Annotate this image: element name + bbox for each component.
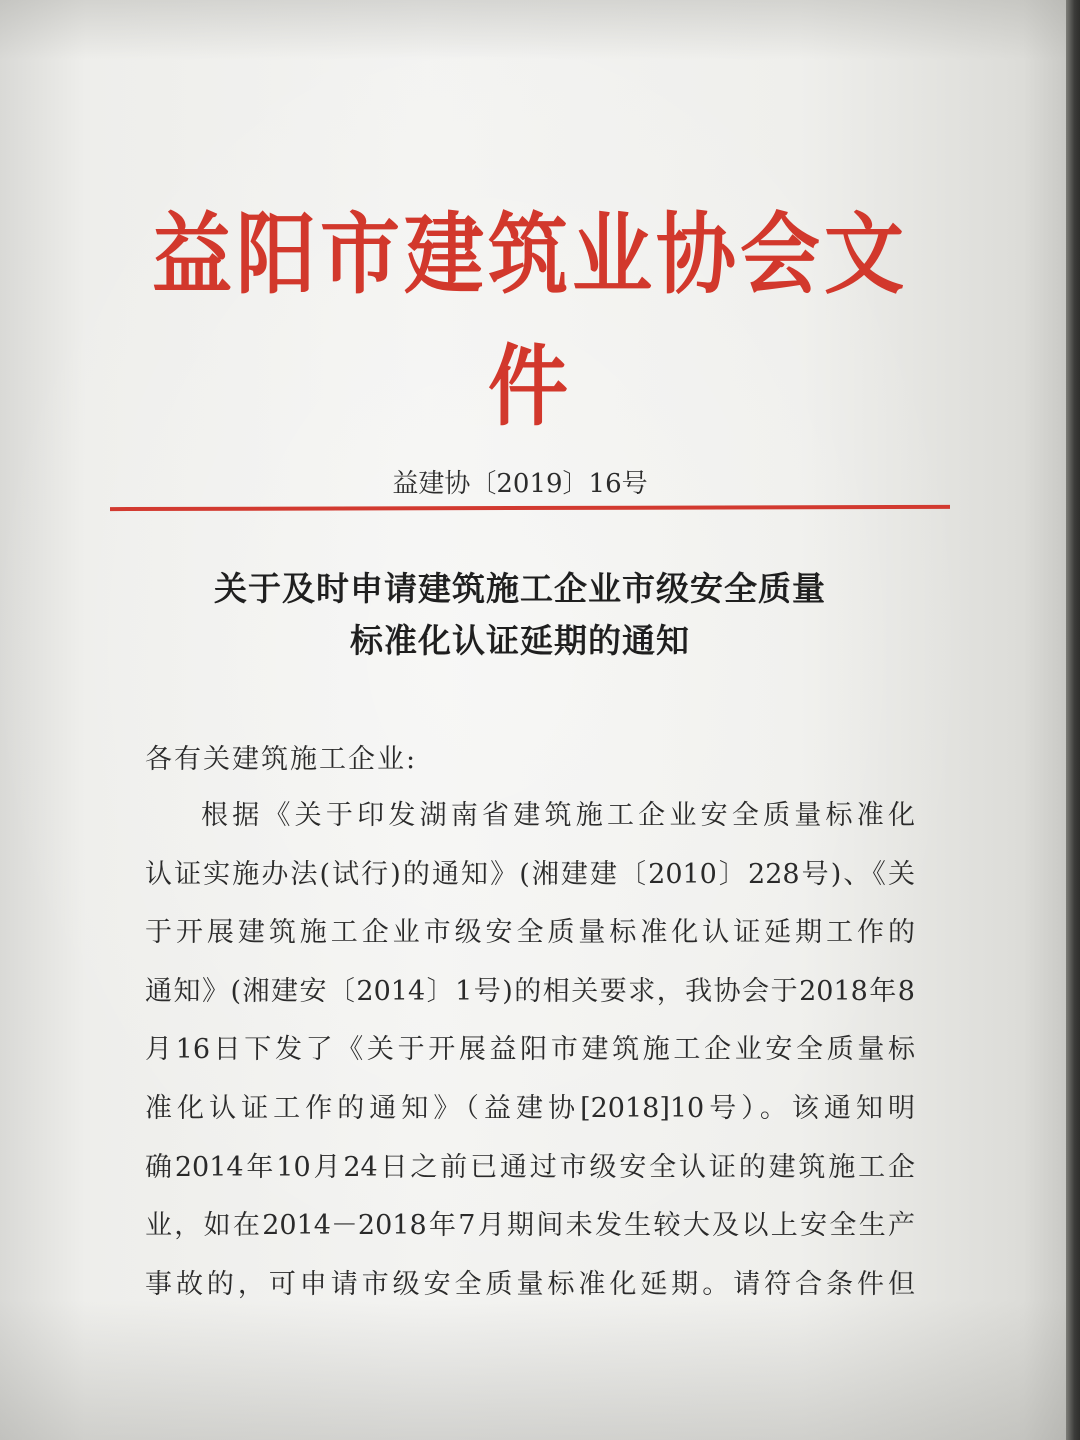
table-edge bbox=[1066, 0, 1080, 1440]
body-line: 确2014年10月24日之前已通过市级安全认证的建筑施工企 bbox=[145, 1151, 915, 1183]
red-divider bbox=[110, 505, 950, 511]
document-number: 益建协〔2019〕16号 bbox=[392, 469, 648, 499]
body-line: 事故的，可申请市级安全质量标准化延期。请符合条件但 bbox=[145, 1268, 915, 1300]
body-line: 月16日下发了《关于开展益阳市建筑施工企业安全质量标 bbox=[145, 1034, 915, 1066]
body-text bbox=[145, 794, 915, 1321]
body-line: 根据《关于印发湖南省建筑施工企业安全质量标准化 bbox=[201, 800, 915, 831]
issuer-header: 益阳市建筑业协会文件 bbox=[152, 202, 908, 438]
notice-title-line: 关于及时申请建筑施工企业市级安全质量 bbox=[214, 569, 826, 608]
notice-title bbox=[120, 563, 920, 667]
salutation: 各有关建筑施工企业: bbox=[145, 744, 418, 775]
body-line: 认证实施办法(试行)的通知》(湘建建〔2010〕228号)、《关 bbox=[145, 858, 915, 890]
body-line: 于开展建筑施工企业市级安全质量标准化认证延期工作的 bbox=[145, 917, 915, 949]
body-line: 准化认证工作的通知》（益建协[2018]10号）。该通知明 bbox=[145, 1092, 915, 1124]
body-line: 业，如在2014－2018年7月期间未发生较大及以上安全生产 bbox=[145, 1210, 915, 1242]
notice-title-line: 标准化认证延期的通知 bbox=[350, 621, 690, 660]
body-line: 通知》(湘建安〔2014〕1号)的相关要求，我协会于2018年8 bbox=[145, 975, 915, 1007]
